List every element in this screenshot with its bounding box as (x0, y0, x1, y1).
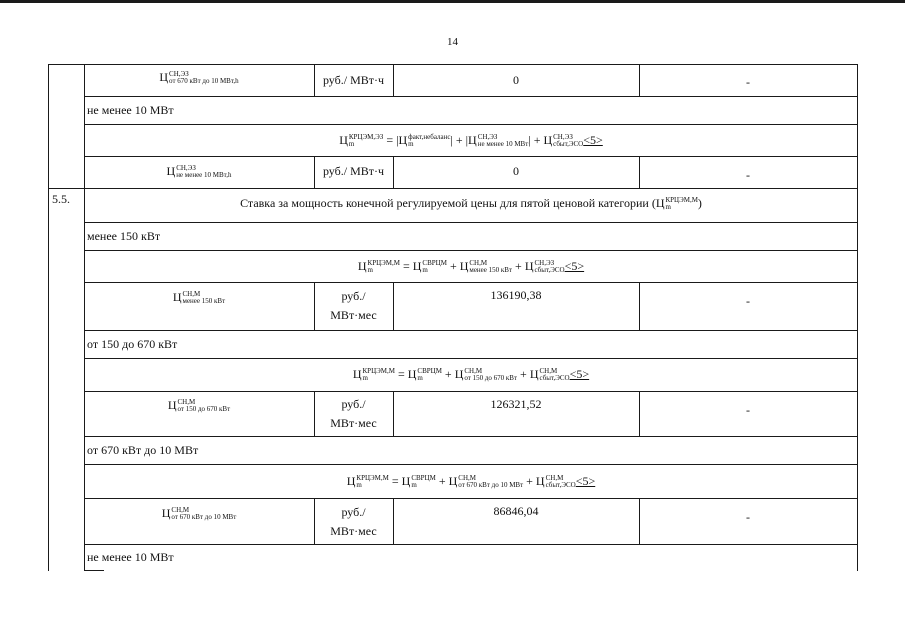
sub-index: сбыт,ЭСО (553, 140, 584, 149)
sub-index: m (367, 266, 373, 275)
formula-symbol: Ц (459, 259, 469, 273)
formula-symbol: Ц (535, 474, 545, 488)
formula-indices (411, 475, 436, 489)
abs-bar: | (450, 133, 453, 147)
sup-index: СН,М (182, 290, 201, 299)
sub-index: m (356, 481, 362, 490)
formula-indices (464, 368, 517, 382)
formula-indices (417, 368, 442, 382)
sup-index: СН,ЭЗ (176, 164, 196, 173)
sub-index: менее 150 кВт (182, 297, 226, 306)
formula-row (84, 250, 858, 282)
value-cell: 126321,52 (490, 397, 542, 411)
value-cell: 0 (513, 73, 519, 87)
unit-cell (314, 498, 393, 544)
sub-index: не менее 10 МВт (477, 140, 529, 149)
plus-sign: + (533, 133, 541, 147)
unit-cell (314, 282, 393, 330)
sub-index: от 150 до 670 кВт (177, 405, 231, 414)
sup-index: СН,ЭЗ (534, 259, 555, 268)
sub-index: от 670 кВт до 10 МВт (171, 513, 237, 522)
plus-sign: + (455, 133, 463, 147)
sub-index: m (411, 481, 417, 490)
dash-cell: - (746, 75, 750, 89)
value-cell: 136190,38 (490, 288, 542, 302)
formula-indices (546, 475, 576, 489)
sup-index: СН,М (171, 506, 190, 515)
value-cell: 0 (513, 164, 519, 178)
sup-index: КРЦЭМ,М (367, 259, 400, 268)
plus-sign: + (438, 474, 446, 488)
page-number: 14 (447, 36, 458, 48)
sub-index: m (348, 140, 355, 149)
section-number: 5.5. (52, 192, 70, 206)
formula-indices (478, 134, 529, 148)
sup-index: СВРЦМ (411, 474, 436, 483)
sup-index: СВРЦМ (417, 367, 442, 376)
plus-sign: + (444, 367, 452, 381)
rate-symbol: Ц (159, 70, 169, 84)
rate-symbol-cell (84, 395, 314, 436)
rate-symbol-cell (84, 158, 314, 188)
rate-symbol: Ц (172, 290, 182, 304)
footnote-ref: <5> (583, 133, 603, 147)
rate-indices (169, 71, 239, 85)
formula-symbol: Ц (524, 259, 534, 273)
rate-indices (176, 165, 231, 179)
sub-index: m (408, 140, 414, 149)
value-cell: 86846,04 (493, 504, 539, 518)
sub-index: m (665, 203, 671, 212)
col-line (48, 64, 49, 571)
sub-index: m (417, 374, 423, 383)
formula-indices (356, 475, 388, 489)
equals-sign: = (402, 259, 410, 273)
sub-index: сбыт,ЭСО (534, 266, 565, 275)
footnote-ref: <5> (575, 474, 596, 488)
dash-cell: - (746, 168, 750, 182)
footnote-ref: <5> (569, 367, 590, 381)
formula-indices (458, 475, 523, 489)
sup-index: СВРЦМ (422, 259, 447, 268)
sub-index: менее 150 кВт (469, 266, 513, 275)
formula-indices (368, 260, 400, 274)
group-heading: не менее 10 МВт (87, 103, 174, 117)
sup-index: СН,М (458, 474, 476, 483)
formula-symbol: Ц (454, 367, 464, 381)
group-heading: менее 150 кВт (87, 229, 161, 243)
rate-symbol-cell (84, 66, 314, 96)
sup-index: факт,небаланс (408, 133, 451, 142)
unit-cell (314, 391, 393, 436)
plus-sign: + (526, 474, 533, 488)
sub-index: сбыт,ЭСО (545, 481, 576, 490)
rate-symbol-cell (84, 286, 314, 330)
formula-indices (422, 260, 447, 274)
sup-index: КРЦЭМ,М (665, 196, 698, 205)
formula-symbol: Ц (339, 133, 348, 147)
formula-indices (363, 368, 395, 382)
section-title-indices (665, 197, 697, 211)
formula-symbol: |Ц (465, 133, 477, 147)
formula-indices (469, 260, 512, 274)
sup-index: КРЦЭМ,М (356, 474, 389, 483)
sup-index: КРЦЭМ,ЭЗ (348, 133, 384, 142)
rate-symbol-cell (84, 502, 314, 544)
unit-cell: руб./ МВт·ч (322, 73, 385, 87)
sup-index: СН,М (177, 398, 196, 407)
footnote-ref: <5> (564, 259, 585, 273)
sup-index: СН,М (464, 367, 483, 376)
rate-symbol: Ц (167, 398, 177, 412)
sub-index: от 670 кВт до 10 МВт,h (169, 77, 239, 86)
unit-line: руб./ (341, 289, 366, 303)
unit-line: МВт·мес (330, 524, 377, 538)
formula-row (84, 358, 858, 391)
equals-sign: = (391, 474, 399, 488)
sup-index: СН,ЭЗ (477, 133, 498, 142)
formula-symbol: Ц (401, 474, 411, 488)
formula-indices (553, 134, 583, 148)
formula-symbol: Ц (352, 367, 362, 381)
formula-indices (349, 134, 383, 148)
group-heading: от 670 кВт до 10 МВт (87, 443, 199, 457)
formula-symbol: Ц (346, 474, 356, 488)
dash-cell: - (746, 294, 750, 308)
plus-sign: + (520, 367, 527, 381)
rate-indices (178, 399, 231, 413)
section-title-paren: ) (697, 196, 702, 210)
unit-line: МВт·мес (330, 308, 377, 322)
formula-symbol: Ц (543, 133, 553, 147)
unit-line: руб./ (341, 505, 366, 519)
plus-sign: + (515, 259, 522, 273)
formula-indices (408, 133, 453, 149)
equals-sign: = (386, 133, 394, 147)
sup-index: КРЦЭМ,М (362, 367, 395, 376)
sup-index: СН,ЭЗ (553, 133, 573, 142)
formula-row (84, 464, 858, 498)
plus-sign: + (449, 259, 457, 273)
formula-row (84, 124, 858, 156)
abs-bar: | (528, 133, 531, 147)
sup-index: СН,М (545, 474, 564, 483)
unit-line: МВт·мес (330, 416, 377, 430)
formula-symbol: Ц (412, 259, 422, 273)
sub-index: от 150 до 670 кВт (464, 374, 518, 383)
sup-index: СН,М (469, 259, 488, 268)
sub-index: не менее 10 МВт,h (176, 171, 232, 180)
unit-cell: руб./ МВт·ч (322, 164, 385, 178)
dash-cell: - (746, 510, 750, 524)
sub-index: m (362, 374, 368, 383)
tariff-table (48, 64, 858, 571)
group-heading: от 150 до 670 кВт (87, 337, 178, 351)
equals-sign: = (397, 367, 405, 381)
unit-line: руб./ (341, 397, 366, 411)
sup-index: СН,М (539, 367, 558, 376)
formula-indices (540, 368, 570, 382)
group-heading: не менее 10 МВт (87, 550, 174, 564)
section-title (84, 188, 858, 222)
scan-top-border (0, 0, 905, 3)
dash-cell: - (746, 403, 750, 417)
sub-index: сбыт,ЭСО (539, 374, 570, 383)
rate-symbol: Ц (166, 164, 176, 178)
formula-symbol: |Ц (396, 133, 408, 147)
rate-indices (171, 507, 236, 521)
formula-symbol: Ц (448, 474, 458, 488)
section-title-text: Ставка за мощность конечной регулируемой цены для пятой ценовой категории (Ц (240, 196, 665, 210)
formula-symbol: Ц (529, 367, 539, 381)
rate-indices (183, 291, 226, 305)
formula-symbol: Ц (407, 367, 417, 381)
sub-index: от 670 кВт до 10 МВт (458, 481, 524, 490)
formula-symbol: Ц (357, 259, 367, 273)
rate-symbol: Ц (161, 506, 171, 520)
formula-indices (534, 260, 564, 274)
sub-index: m (422, 266, 428, 275)
sup-index: СН,ЭЗ (169, 70, 189, 79)
